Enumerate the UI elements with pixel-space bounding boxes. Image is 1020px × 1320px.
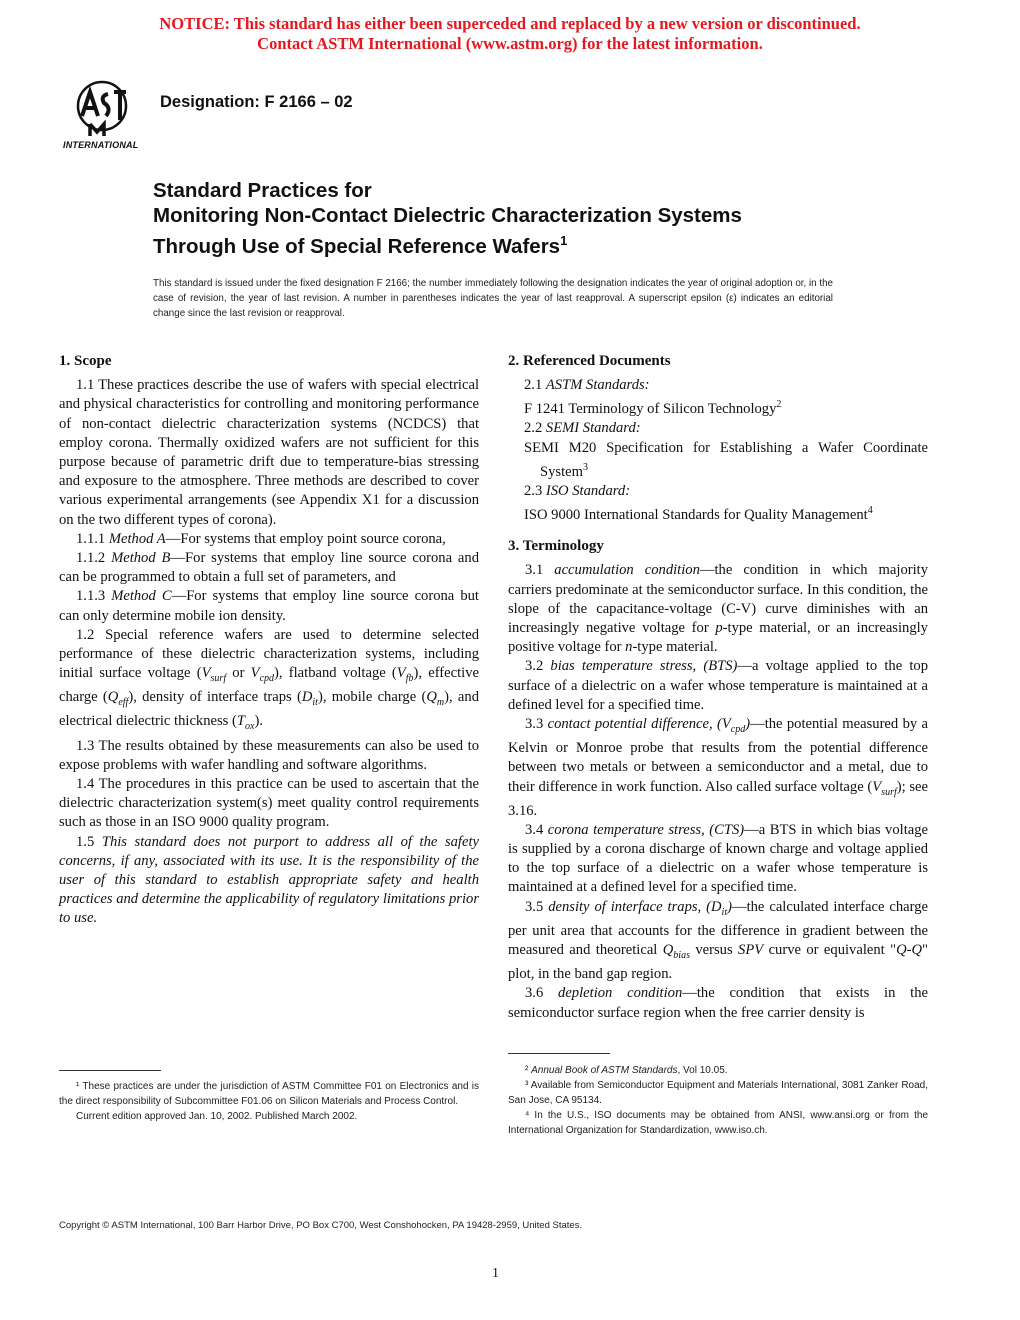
num: 3.5 [525, 898, 549, 915]
footnote-2 [508, 1063, 928, 1078]
footnote-ref: 3 [582, 461, 588, 473]
symbol: Q-Q [896, 941, 923, 958]
term: density of interface traps, ( [548, 898, 711, 915]
symbol: V [201, 665, 211, 682]
num: 3.4 [525, 821, 548, 838]
footnote-3: ³ Available from Semiconductor Equipment and Materials International, 3081 Zanker Road, San Jose, CA 95134. [508, 1080, 928, 1106]
subscript: eff [118, 697, 129, 709]
spacer [508, 525, 928, 537]
term: ) [727, 898, 732, 915]
text: 1.2 Special reference wafers are used to determine selected performance of these dielectric characterization systems, including initial surface voltage ( [59, 626, 479, 682]
num: 1.5 [76, 833, 102, 850]
text: ), mobile charge ( [317, 689, 427, 706]
term: Method A [108, 530, 166, 547]
ref-2-2 [508, 419, 928, 438]
num: 3.2 [525, 658, 551, 675]
text: —For systems that employ line source corona and can be programmed to obtain a full set of parameters, and [59, 550, 479, 586]
term: SEMI Standard: [545, 420, 641, 437]
text: —a voltage applied to the top surface of a dielectric on a wafer whose temperature is maintained at a defined level for a specified time. [508, 658, 929, 713]
footnote-edition: Current edition approved Jan. 10, 2002. Published March 2002. [76, 1111, 358, 1122]
title-line-2: Monitoring Non-Contact Dielectric Characterization Systems [153, 204, 742, 227]
term-3-4 [508, 821, 928, 898]
term: Method B [111, 550, 171, 567]
text: , Vol 10.05. [677, 1065, 728, 1076]
section-heading-referenced-documents: 2. Referenced Documents [508, 353, 671, 369]
para-1-1: 1.1 These practices describe the use of wafers with special electrical and physical characteristics for controlling and monitoring performance of non-contact dielectric characterization systems (NCDCS) that employ corona. Thermally oxidized wafers are not sufficient for this purpose because of parametric drift due to temperature-bias stressing and exposure to the atmosphere. Three methods are described to cover various experimental arrangements (see Appendix X1 for a discussion on the two different types of corona). [59, 377, 479, 528]
subscript: ox [245, 721, 255, 733]
text: ). [254, 713, 263, 730]
term: ASTM Standards: [545, 377, 650, 394]
term: corona temperature stress, (CTS) [547, 821, 745, 838]
copyright: Copyright © ASTM International, 100 Barr Harbor Drive, PO Box C700, West Conshohocken, PA 19428-2959, United States. [59, 1220, 583, 1231]
page-number: 1 [492, 1266, 499, 1281]
num: 2.1 [524, 377, 546, 394]
term: accumulation condition [554, 562, 700, 579]
subscript: fb [405, 673, 414, 685]
notice-banner [0, 14, 1020, 54]
subscript: surf [210, 673, 227, 685]
num: ² [525, 1065, 532, 1076]
symbol: V [872, 778, 882, 795]
footnotes-right [508, 1063, 928, 1138]
left-column [59, 352, 479, 929]
para-1-1-3 [59, 587, 479, 625]
page-title [153, 178, 742, 259]
symbol: V [721, 716, 731, 733]
text: This standard does not purport to address all of the safety concerns, if any, associated with its use. It is the responsibility of the user of this standard to establish appropriate safety and health practices and determine the applicability of regulatory limitations prior to use. [59, 833, 479, 927]
text: ), and electrical dielectric thickness ( [59, 689, 480, 730]
symbol: V [250, 665, 260, 682]
intro-note: This standard is issued under the fixed designation F 2166; the number immediately following the designation indicates the year of original adoption or, in the case of revision, the year of last revision. A number in parentheses indicates the year of last reapproval. A superscript epsilon (ε) indicates an editorial change since the last revision or reapproval. [153, 278, 833, 319]
text: -type material, or an increasingly positive voltage for [508, 620, 928, 656]
para-1-2 [59, 626, 479, 737]
notice-line-2: Contact ASTM International (www.astm.org) for the latest information. [257, 34, 763, 53]
footnote-rule-left [59, 1070, 161, 1071]
term: contact potential difference, ( [547, 716, 722, 733]
ref-iso-9000 [508, 501, 928, 525]
symbol: n [625, 639, 633, 656]
footnote-1: ¹ These practices are under the jurisdiction of ASTM Committee F01 on Electronics and is the direct responsibility of Subcommittee F01.06 on Silicon Materials and Process Control. [59, 1081, 479, 1107]
footnote-ref: 4 [867, 505, 873, 517]
footnote-rule-right [508, 1053, 610, 1054]
term: ISO Standard: [545, 482, 631, 499]
notice-line-1: NOTICE: This standard has either been superceded and replaced by a new version or discontinued. [159, 14, 861, 33]
section-heading-terminology: 3. Terminology [508, 538, 604, 555]
text: —For systems that employ line source corona but can only determine mobile ion density. [59, 588, 479, 624]
text: ), effective charge ( [59, 665, 479, 706]
text: F 1241 Terminology of Silicon Technology [524, 401, 777, 418]
symbol: D [301, 689, 313, 706]
symbol: T [236, 713, 245, 730]
term: depletion condition [558, 985, 683, 1002]
term-3-2 [508, 657, 928, 715]
text: —the calculated interface charge per unit area that accounts for the difference in gradient between the measured and theoretical [508, 898, 929, 958]
subscript: it [312, 697, 318, 709]
subscript: bias [673, 949, 690, 961]
num: 3.1 [525, 562, 555, 579]
num: 2.3 [524, 482, 546, 499]
text: " plot, in the band gap region. [508, 941, 928, 983]
term: bias temperature stress, (BTS) [550, 658, 738, 675]
section-heading-scope: 1. Scope [59, 353, 112, 369]
symbol: V [396, 665, 406, 682]
title-line-1: Standard Practices for [153, 179, 372, 202]
title-line-3-text: Through Use of Special Reference Wafers [153, 234, 561, 258]
term: ) [745, 716, 751, 733]
text: curve or equivalent " [763, 941, 897, 958]
para-1-3: 1.3 The results obtained by these measurements can also be used to expose problems with wafer handling and software algorithms. [59, 737, 479, 773]
text: —the condition that exists in the semiconductor surface region when the free carrier density is [508, 985, 928, 1021]
text: ISO 9000 International Standards for Quality Management [524, 507, 868, 523]
ref-2-3 [508, 482, 928, 501]
symbol: p [715, 620, 723, 637]
term: Method C [111, 588, 172, 605]
num: 1.1.1 [76, 530, 109, 547]
symbol: Q [662, 941, 674, 958]
text: ), flatband voltage ( [274, 665, 397, 682]
ref-2-1 [508, 376, 928, 395]
text: ), density of interface traps ( [128, 689, 302, 706]
ref-semi-m20 [508, 439, 928, 482]
para-1-1-2 [59, 549, 479, 587]
text: —a BTS in which bias voltage is supplied by a corona discharge of known charge and voltage applied to the top surface of a dielectric on a wafer whose temperature is maintained at a defined level for a specified time. [508, 821, 929, 896]
term-3-5 [508, 898, 928, 985]
text: —the potential measured by a Kelvin or Monroe probe that results from the potential difference between two metals or between a semiconductor and a metal, due to their difference in work function. Also called surface voltage ( [508, 716, 928, 795]
text: —the condition in which majority carriers predominate at the semiconductor surface. In this condition, the slope of the capacitance-voltage (C-V) curve diminishes with an increasingly negative voltage for [508, 562, 929, 637]
para-1-5 [59, 833, 479, 929]
footnote-4: ⁴ In the U.S., ISO documents may be obtained from ANSI, www.ansi.org or from the International Organization for Standardization, www.iso.ch. [508, 1110, 928, 1136]
right-column [508, 352, 928, 1023]
num: 3.3 [525, 716, 548, 733]
text: -type material. [632, 639, 718, 656]
text: versus [689, 941, 739, 958]
text: —For systems that employ point source corona, [165, 530, 446, 547]
symbol: D [711, 898, 722, 915]
subscript: it [721, 906, 728, 918]
term-3-6 [508, 984, 928, 1022]
title-footnote-ref: 1 [560, 233, 568, 248]
designation: Designation: F 2166 – 02 [160, 93, 353, 111]
symbol: Q [107, 689, 119, 706]
symbol: SPV [738, 941, 764, 958]
num: 1.1.2 [76, 550, 112, 567]
subscript: cpd [259, 673, 275, 685]
logo-subtext: INTERNATIONAL [63, 140, 139, 150]
subscript: m [436, 697, 445, 709]
term-3-3 [508, 715, 928, 821]
num: 1.1.3 [76, 588, 112, 605]
term-3-1 [508, 561, 928, 657]
num: 2.2 [524, 420, 546, 437]
title: Annual Book of ASTM Standards [531, 1065, 678, 1076]
astm-logo [60, 74, 146, 154]
footnote-ref: 2 [776, 399, 782, 411]
subscript: cpd [730, 723, 746, 735]
para-1-4: 1.4 The procedures in this practice can be used to ascertain that the dielectric characterization system(s) meet quality control requirements such as those in an ISO 9000 quality program. [59, 775, 479, 831]
symbol: Q [426, 689, 437, 706]
text: ); see 3.16. [508, 778, 929, 819]
title-line-3 [153, 228, 742, 259]
text: SEMI M20 Specification for Establishing a Wafer Coordinate System [524, 439, 928, 480]
footnotes-left [59, 1079, 479, 1124]
subscript: surf [881, 786, 897, 798]
text: or [226, 665, 251, 682]
ref-f1241 [508, 395, 928, 419]
para-1-1-1 [59, 530, 479, 549]
num: 3.6 [525, 985, 559, 1002]
